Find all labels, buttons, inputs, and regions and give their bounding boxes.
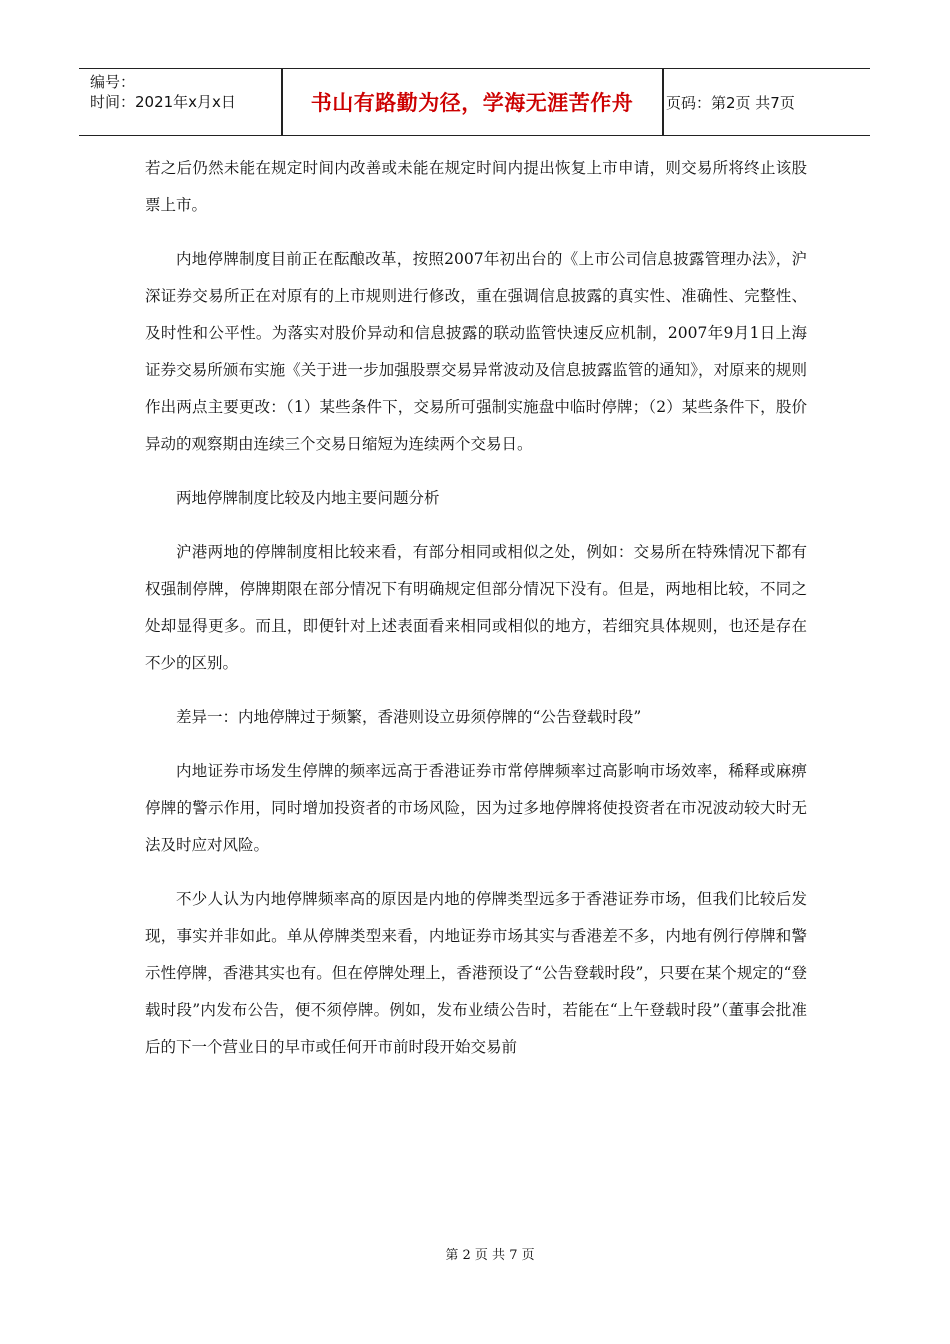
paragraph-5: 不少人认为内地停牌频率高的原因是内地的停牌类型远多于香港证券市场，但我们比较后发现，事实并非如此。单从停牌类型来看，内地证券市场其实与香港差不多，内地有例行停牌和警示性停牌，香港其实也有。但在停牌处理上，香港预设了“公告登载时段”，只要在某个规定的“登载时段”内发布公告，便不须停牌。例如，发布业绩公告时，若能在“上午登载时段”（董事会批准后的下一个营业日的早市或任何开市前时段开始交易前	[145, 890, 807, 1056]
paragraph-1: 若之后仍然未能在规定时间内改善或未能在规定时间内提出恢复上市申请，则交易所将终止该股票上市。	[145, 159, 807, 214]
subsection-heading: 差异一：内地停牌过于频繁，香港则设立毋须停牌的“公告登载时段”	[176, 708, 642, 726]
paragraph-4: 内地证券市场发生停牌的频率远高于香港证券市常停牌频率过高影响市场效率，稀释或麻痹停牌的警示作用，同时增加投资者的市场风险，因为过多地停牌将使投资者在市况波动较大时无法及时应对风险。	[145, 762, 807, 854]
paragraph-2: 内地停牌制度目前正在酝酿改革，按照2007年初出台的《上市公司信息披露管理办法》，沪深证券交易所正在对原有的上市规则进行修改，重在强调信息披露的真实性、准确性、完整性、及时性和公平性。为落实对股价异动和信息披露的联动监管快速反应机制，2007年9月1日上海证券交易所颁布实施《关于进一步加强股票交易异常波动及信息披露监管的通知》，对原来的规则作出两点主要更改：（1）某些条件下，交易所可强制实施盘中临时停牌；（2）某些条件下，股价异动的观察期由连续三个交易日缩短为连续两个交易日。	[145, 250, 807, 453]
header-page-code: 页码：第2页 共7页	[666, 93, 795, 112]
page-footer: 第 2 页 共 7 页	[445, 1248, 535, 1263]
time-label: 时间：2021年x月x日	[90, 93, 236, 111]
header-motto: 书山有路勤为径，学海无涯苦作舟	[310, 91, 634, 115]
page-header	[79, 68, 870, 136]
number-label: 编号：	[90, 73, 136, 91]
document-body	[145, 150, 807, 1083]
section-heading: 两地停牌制度比较及内地主要问题分析	[176, 489, 440, 507]
paragraph-3: 沪港两地的停牌制度相比较来看，有部分相同或相似之处，例如：交易所在特殊情况下都有权强制停牌，停牌期限在部分情况下有明确规定但部分情况下没有。但是，两地相比较，不同之处却显得更多。而且，即便针对上述表面看来相同或相似的地方，若细究具体规则，也还是存在不少的区别。	[145, 543, 807, 672]
header-divider-left	[281, 69, 283, 135]
header-meta	[90, 72, 236, 112]
